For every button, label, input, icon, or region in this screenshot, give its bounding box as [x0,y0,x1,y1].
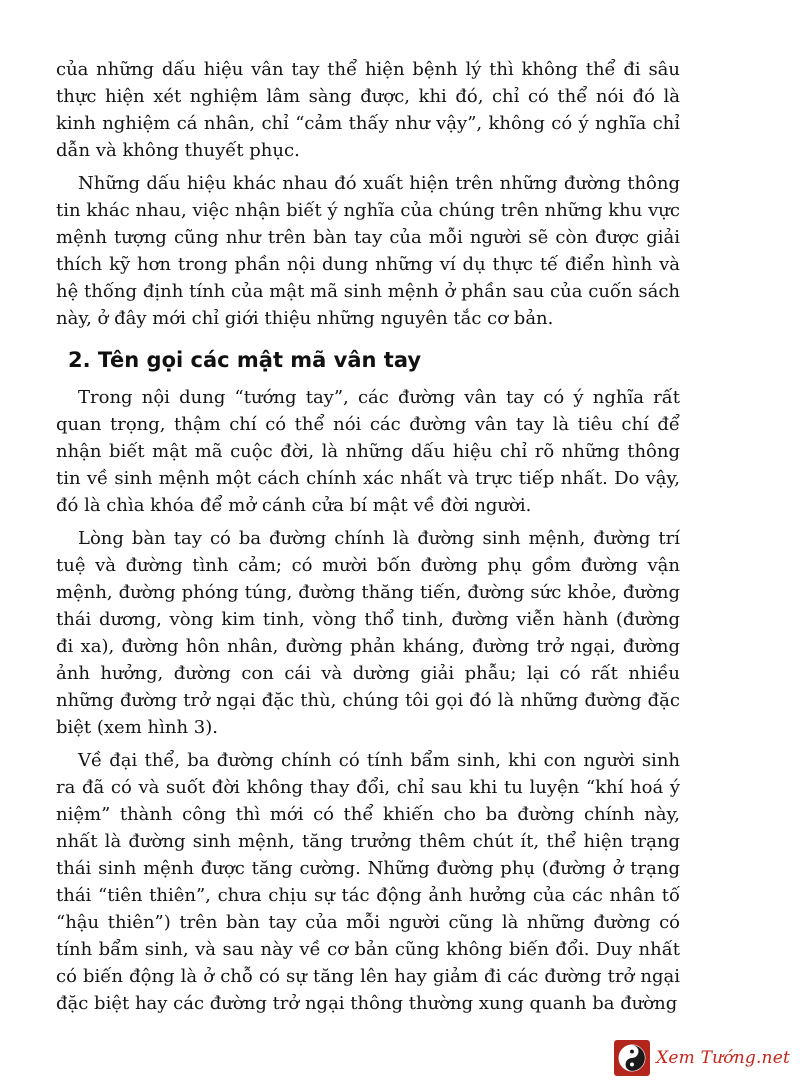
paragraph-5: Về đại thể, ba đường chính có tính bẩm sinh, khi con người sinh ra đã có và suốt đời không thay đổi, chỉ sau khi tu luyện “khí hoá ý niệm” thành công thì mới có thể khiến cho ba đường chính này, nhất là đường sinh mệnh, tăng trưởng thêm chút ít, thể hiện trạng thái sinh mệnh được tăng cường. Những đường phụ (đường ở trạng thái “tiên thiên”, chưa chịu sự tác động ảnh hưởng của các nhân tố “hậu thiên”) trên bàn tay của mỗi người cũng là những đường có tính bẩm sinh, và sau này về cơ bản cũng không biến đổi. Duy nhất có biến động là ở chỗ có sự tăng lên hay giảm đi các đường trở ngại đặc biệt hay các đường trở ngại thông thường xung quanh ba đường [56,750,680,1014]
watermark-text: Xem Tướng.net [656,1048,790,1068]
site-watermark [614,1040,790,1076]
paragraph-1: của những dấu hiệu vân tay thể hiện bệnh lý thì không thể đi sâu thực hiện xét nghiệm lâm sàng được, khi đó, chỉ có thể nói đó là kinh nghiệm cá nhân, chỉ “cảm thấy như vậy”, không có ý nghĩa chỉ dẫn và không thuyết phục. [56,59,680,161]
paragraph-4: Lòng bàn tay có ba đường chính là đường sinh mệnh, đường trí tuệ và đường tình cảm; có mười bốn đường phụ gồm đường vận mệnh, đường phóng túng, đường thăng tiến, đường sức khỏe, đường thái dương, vòng kim tinh, vòng thổ tinh, đường viễn hành (đường đi xa), đường hôn nhân, đường phản kháng, đường trở ngại, đường ảnh hưởng, đường con cái và dường giải phẫu; lại có rất nhiều những đường trở ngại đặc thù, chúng tôi gọi đó là những đường đặc biệt (xem hình 3). [56,528,680,738]
section-heading: 2. Tên gọi các mật mã vân tay [68,348,422,372]
document-page [56,56,680,1023]
logo-box [614,1040,650,1076]
paragraph-2: Những dấu hiệu khác nhau đó xuất hiện trên những đường thông tin khác nhau, việc nhận biết ý nghĩa của chúng trên những khu vực mệnh tượng cũng như trên bàn tay của mỗi người sẽ còn được giải thích kỹ hơn trong phần nội dung những ví dụ thực tế điển hình và hệ thống định tính của mật mã sinh mệnh ở phần sau của cuốn sách này, ở đây mới chỉ giới thiệu những nguyên tắc cơ bản. [56,173,680,329]
yin-yang-icon [618,1044,646,1072]
paragraph-3: Trong nội dung “tướng tay”, các đường vân tay có ý nghĩa rất quan trọng, thậm chí có thể nói các đường vân tay là tiêu chí để nhận biết mật mã cuộc đời, là những dấu hiệu chỉ rõ những thông tin về sinh mệnh một cách chính xác nhất và trực tiếp nhất. Do vậy, đó là chìa khóa để mở cánh cửa bí mật về đời người. [56,387,680,516]
